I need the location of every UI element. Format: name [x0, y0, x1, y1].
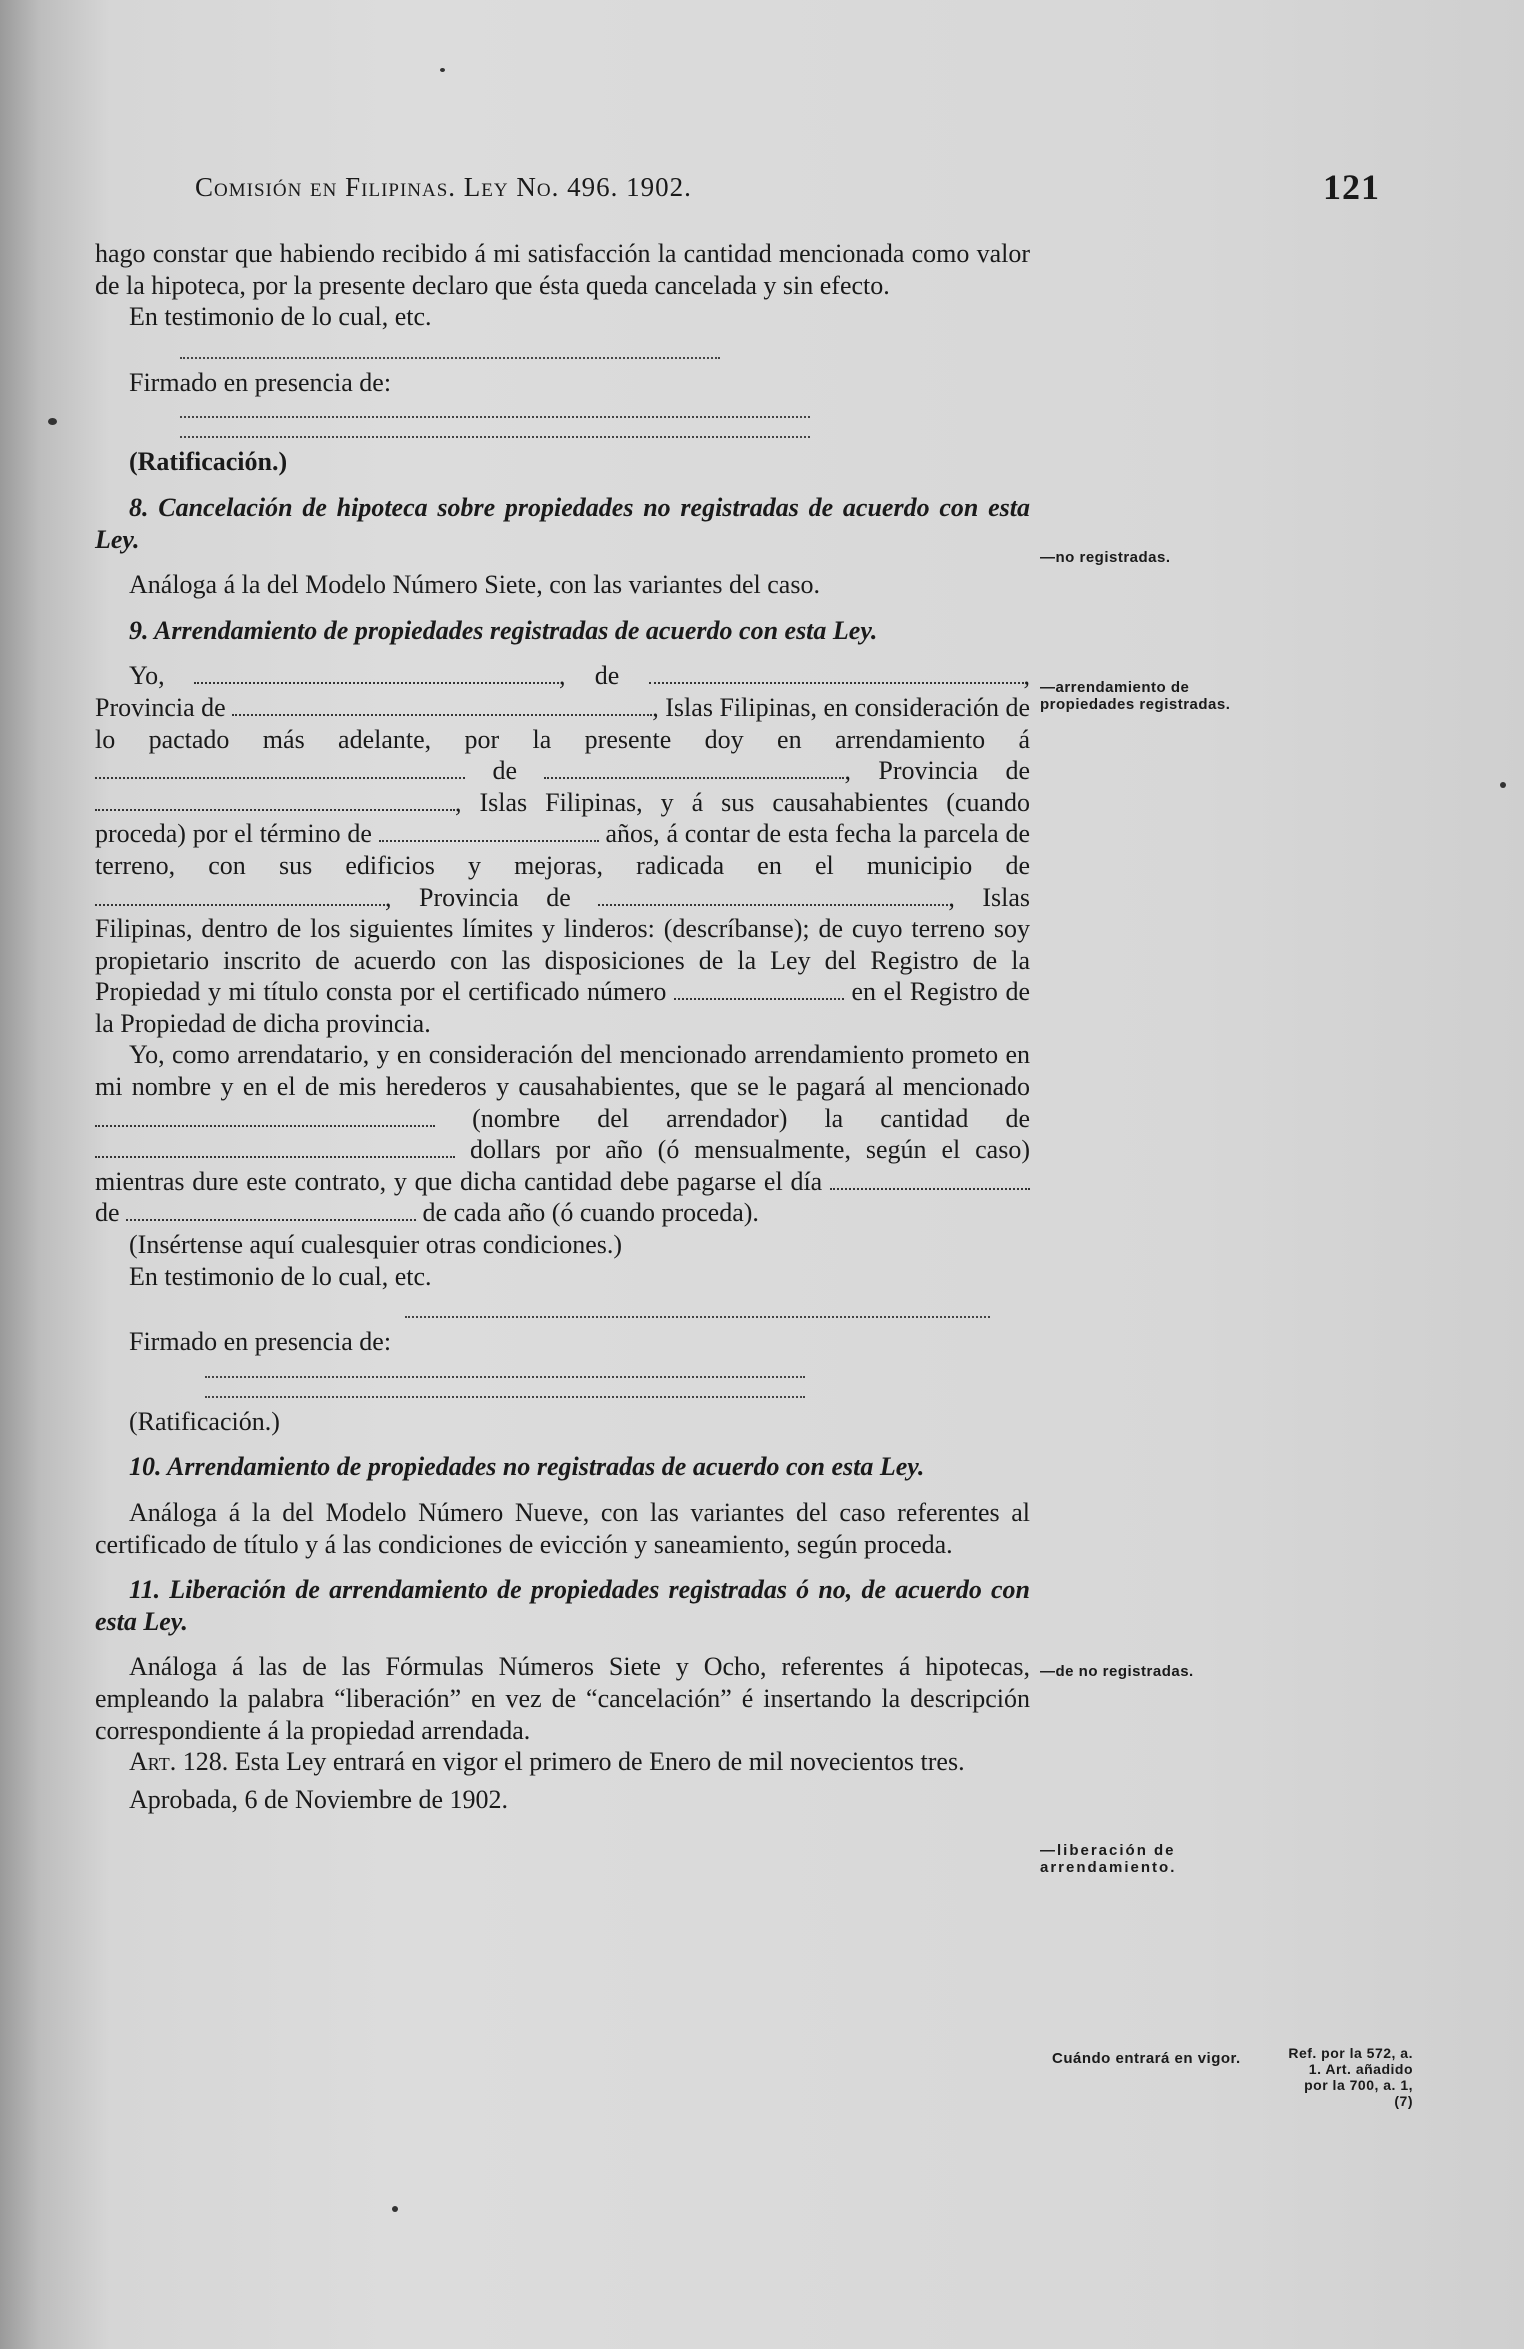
text: de — [492, 756, 517, 786]
text: Yo, — [129, 661, 165, 691]
blank-field — [95, 1107, 435, 1127]
page-header — [195, 167, 1380, 207]
article-paragraph — [95, 1746, 1030, 1778]
side-note: —de no registradas. — [1040, 1663, 1194, 1680]
witness-line — [205, 1366, 805, 1378]
text: años, á contar de esta fecha la parcela de terreno, con sus edificios y mejoras, radicada en el municipio de — [95, 819, 1031, 880]
text: , Provincia de — [385, 882, 571, 912]
signature-line — [180, 347, 720, 359]
text: en el Registro de la Propiedad de dicha provincia. — [95, 977, 1031, 1038]
form-paragraph — [95, 1039, 1030, 1229]
blank-field — [194, 664, 559, 684]
side-note: —liberación de arrendamiento. — [1040, 1842, 1177, 1876]
blank-field — [95, 1138, 455, 1158]
side-note: —no registradas. — [1040, 549, 1171, 566]
paragraph: (Insértense aquí cualesquier otras condiciones.) — [129, 1230, 623, 1260]
witness-line — [180, 426, 810, 438]
blank-field — [232, 696, 652, 716]
witness-line — [205, 1386, 805, 1398]
section-heading: 8. Cancelación de hipoteca sobre propiedades no registradas de acuerdo con esta Ley. — [95, 492, 1030, 554]
blank-field — [830, 1170, 1030, 1190]
paragraph: Análoga á las de las Fórmulas Números Siete y Ocho, referentes á hipotecas, empleando la palabra “liberación” en vez de “cancelación” é insertando la descripción correspondiente á la propiedad arrendada. — [95, 1652, 1030, 1745]
blank-field — [126, 1201, 416, 1221]
side-note: Ref. por la 572, a. 1. Art. añadido por la 700, a. 1, (7) — [1288, 2045, 1413, 2109]
paragraph: Firmado en presencia de: — [129, 367, 392, 397]
text: , Islas Filipinas, dentro de los siguientes límites y linderos: (descríbanse); de cuyo terreno soy propietario inscrito de acuerdo con las disposiciones de la Ley del Registro de la Propiedad y mi título consta por el certificado número — [95, 882, 1031, 1007]
text: de — [95, 1198, 120, 1228]
text: , Islas Filipinas, en consideración de lo pactado más adelante, por la presente doy en arrendamiento á — [95, 692, 1031, 754]
paragraph: Firmado en presencia de: — [129, 1327, 392, 1357]
paragraph: hago constar que habiendo recibido á mi satisfacción la cantidad mencionada como valor de la hipoteca, por la presente declaro que ésta queda cancelada y sin efecto. — [95, 239, 1030, 300]
text: Provincia de — [95, 692, 226, 722]
page-number: 121 — [1323, 167, 1380, 207]
body-text — [95, 238, 1030, 1815]
print-speck — [1500, 782, 1506, 788]
paragraph: Aprobada, 6 de Noviembre de 1902. — [129, 1784, 509, 1814]
print-speck — [440, 68, 445, 72]
signature-line — [405, 1306, 990, 1318]
paragraph: Análoga á la del Modelo Número Siete, con las variantes del caso. — [129, 570, 820, 600]
witness-line — [180, 406, 810, 418]
text: Yo, como arrendatario, y en consideración del mencionado arrendamiento prometo en mi nombre y en el de mis herederos y causahabientes, que se le pagará al mencionado — [95, 1040, 1030, 1102]
text: (nombre del arrendador) la cantidad de — [472, 1103, 1031, 1133]
paragraph: Análoga á la del Modelo Número Nueve, con las variantes del caso referentes al certificado de título y á las condiciones de evicción y saneamiento, según proceda. — [95, 1498, 1030, 1559]
side-note: —arrendamiento de propiedades registradas. — [1040, 679, 1231, 713]
blank-field — [674, 980, 844, 1000]
paragraph: En testimonio de lo cual, etc. — [129, 1261, 432, 1291]
blank-field — [95, 759, 465, 779]
blank-field — [95, 886, 385, 906]
form-paragraph: Yo, , de , Provincia de , Islas Filipinas, en consideración de lo pactado más adelante, por la presente doy en arrendamiento á de , Provincia de , Islas Filipinas, y á sus causahabientes (cuando proceda) por el término de años, á contar de esta fecha la parcela de terreno, con sus edificios y mejoras, radicada en el municipio de , Provincia de , Islas Filipinas, dentro de los siguientes límites y linderos: (descríbanse); de cuyo terreno soy propietario inscrito de acuerdo con las disposiciones de la Ley del Registro de la Propiedad y mi título consta por el certificado número en el Registro de la Propiedad de dicha provincia. — [95, 661, 1031, 1038]
section-heading: 9. Arrendamiento de propiedades registradas de acuerdo con esta Ley. — [129, 615, 878, 645]
text: dollars por año (ó mensualmente, según el caso) mientras dure este contrato, y que dicha cantidad debe pagarse el día — [95, 1135, 1031, 1196]
print-speck — [392, 2206, 398, 2212]
section-heading: 10. Arrendamiento de propiedades no registradas de acuerdo con esta Ley. — [129, 1452, 925, 1482]
text: Provincia de — [878, 756, 1031, 786]
article-label: Art. 128. — [129, 1747, 229, 1777]
section-heading: 11. Liberación de arrendamiento de propiedades registradas ó no, de acuerdo con esta Ley. — [95, 1575, 1030, 1636]
blank-field — [598, 886, 948, 906]
text: de cada año (ó cuando proceda). — [422, 1198, 759, 1228]
paragraph: (Ratificación.) — [129, 447, 288, 477]
blank-field — [95, 791, 455, 811]
blank-field — [649, 664, 1024, 684]
print-speck — [48, 418, 57, 425]
paragraph: En testimonio de lo cual, etc. — [129, 302, 432, 332]
text: , de — [558, 661, 620, 691]
paragraph: (Ratificación.) — [129, 1406, 280, 1436]
text: , Islas Filipinas, y á sus causahabientes (cuando proceda) por el término de — [95, 787, 1030, 849]
running-title: Comisión en Filipinas. Ley No. 496. 1902. — [195, 172, 692, 202]
side-note: Cuándo entrará en vigor. — [1052, 2050, 1241, 2067]
blank-field — [379, 822, 599, 842]
blank-field — [544, 759, 844, 779]
text: Esta Ley entrará en vigor el primero de Enero de mil novecientos tres. — [234, 1747, 965, 1777]
